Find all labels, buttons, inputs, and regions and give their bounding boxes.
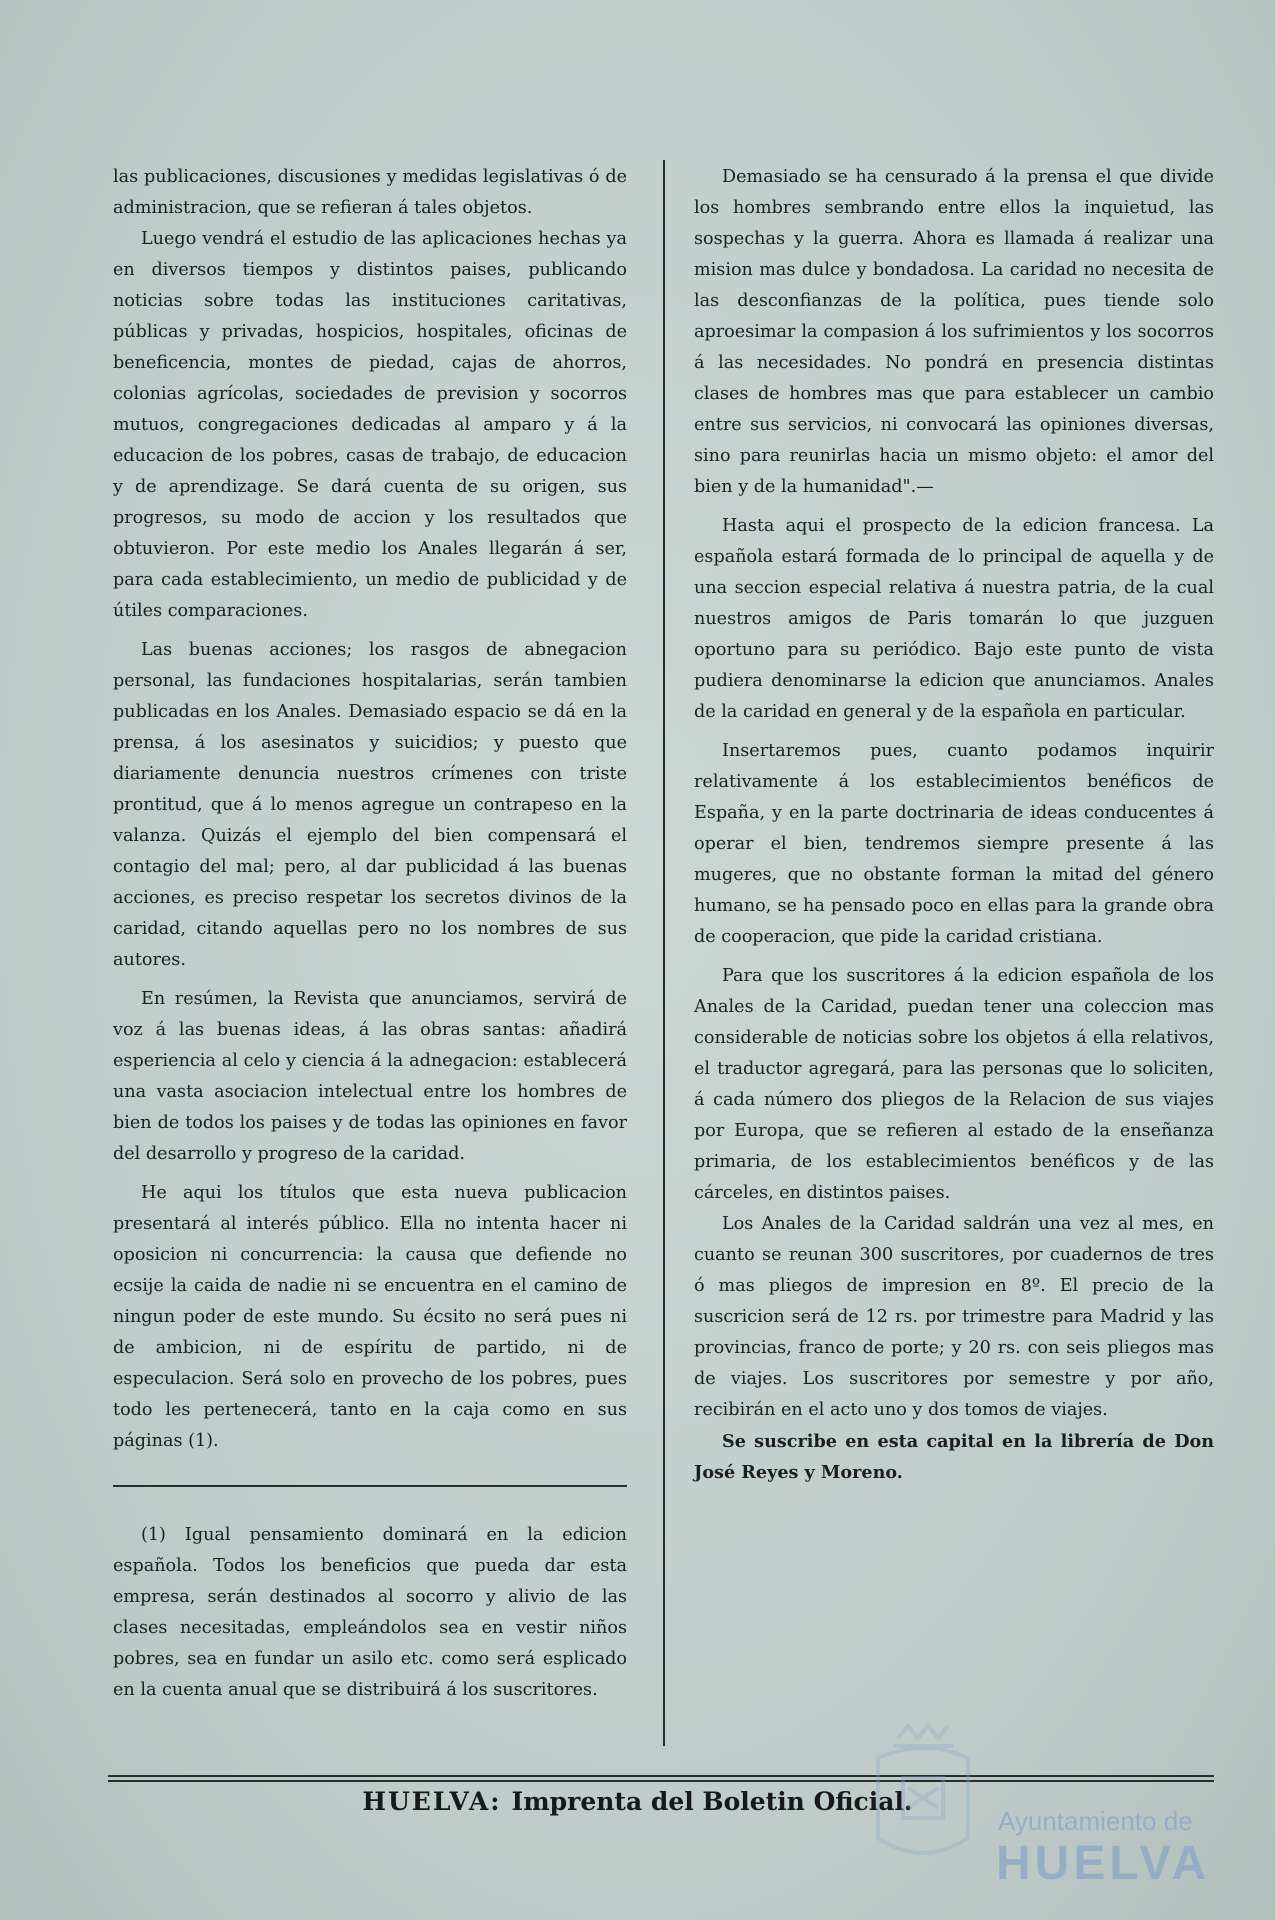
paragraph: Insertaremos pues, cuanto podamos inquirir relativamente á los establecimientos benéficos de España, y en la parte doctrinaria de ideas conducentes á operar el bien, tendremos siempre presente á las mugeres, que no obstante forman la mitad del género humano, se ha pensado poco en ellas para la grande obra de cooperacion, que pide la caridad cristiana. [694,741,1214,947]
imprint-place: HUELVA: [362,1787,502,1816]
paragraph: Hasta aqui el prospecto de la edicion francesa. La española estará formada de lo principal de aquella y de una seccion especial relativa á nuestra patria, de la cual nuestros amigos de Paris tomarán lo que juzguen oportuno para su periódico. Bajo este punto de vista pudiera denominarse la edicion que anunciamos. Anales de la caridad en general y de la española en particular. [694,516,1214,722]
imprint-text: Imprenta del Boletin Oficial. [511,1787,913,1816]
paragraph: Los Anales de la Caridad saldrán una vez al mes, en cuanto se reunan 300 suscritores, por cuadernos de tres ó mas pliegos de impresion en 8º. El precio de la suscricion será de 12 rs. por trimestre para Madrid y las provincias, franco de porte; y 20 rs. con seis pliegos mas de viajes. Los suscritores por semestre y por año, recibirán en el acto uno y dos tomos de viajes. [694,1214,1214,1420]
paragraph: Luego vendrá el estudio de las aplicaciones hechas ya en diversos tiempos y distintos paises, publicando noticias sobre todas las instituciones caritativas, públicas y privadas, hospicios, hospitales, oficinas de beneficencia, montes de piedad, cajas de ahorros, colonias agrícolas, sociedades de prevision y socorros mutuos, congregaciones dedicadas al amparo y á la educacion de los pobres, casas de trabajo, de educacion y de aprendizage. Se dará cuenta de su origen, sus progresos, su modo de accion y los resultados que obtuvieron. Por este medio los Anales llegarán á ser, para cada establecimiento, un medio de publicidad y de útiles comparaciones. [113,229,627,621]
paragraph: En resúmen, la Revista que anunciamos, servirá de voz á las buenas ideas, á las obras santas: añadirá esperiencia al celo y ciencia á la adnegacion: establecerá una vasta asociacion intelectual entre los hombres de bien de todos los paises y de todas las opiniones en favor del desarrollo y progreso de la caridad. [113,989,627,1164]
footnote-text: (1) Igual pensamiento dominará en la edicion española. Todos los beneficios que pueda dar esta empresa, serán destinados al socorro y alivio de las clases necesitadas, empleándolos sea en vestir niños pobres, sea en fundar un asilo etc. como será esplicado en la cuenta anual que se distribuirá á los suscritores. [113,1525,627,1700]
footnote [113,1520,627,1706]
paragraph: Demasiado se ha censurado á la prensa el que divide los hombres sembrando entre ellos la inquietud, las sospechas y la guerra. Ahora es llamada á realizar una mision mas dulce y bondadosa. La caridad no necesita de las desconfianzas de la política, pues tiende solo aproesimar la compasion á los sufrimientos y los socorros á las necesidades. No pondrá en presencia distintas clases de hombres mas que para establecer un cambio entre sus servicios, ni convocará las opiniones diversas, sino para reunirlas hacia un mismo objeto: el amor del bien y de la humanidad".— [694,167,1214,497]
footnote-divider [113,1485,627,1487]
watermark-text-line1: Ayuntamiento de [998,1806,1193,1836]
paragraph: Para que los suscritores á la edicion española de los Anales de la Caridad, puedan tener una coleccion mas considerable de noticias sobre los objetos á ella relativos, el traductor agregará, para las personas que lo soliciten, á cada número dos pliegos de la Relacion de sus viajes por Europa, que se refieren al estado de la enseñanza primaria, de los establecimientos benéficos y de las cárceles, en distintos paises. [694,966,1214,1203]
right-column [694,162,1214,1488]
paragraph: He aqui los títulos que esta nueva publicacion presentará al interés público. Ella no intenta hacer ni oposicion ni concurrencia: la causa que defiende no ecsije la caida de nadie ni se encuentra en el camino de ningun poder de este mundo. Su écsito no será pues ni de ambicion, ni de espíritu de partido, ni de especulacion. Será solo en provecho de los pobres, pues todo les pertenecerá, tanto en la caja como en sus páginas (1). [113,1183,627,1451]
column-divider [663,160,665,1746]
paragraph: Se suscribe en esta capital en la librería de Don José Reyes y Moreno. [694,1431,1214,1483]
paragraph: Las buenas acciones; los rasgos de abnegacion personal, las fundaciones hospitalarias, serán tambien publicadas en los Anales. Demasiado espacio se dá en la prensa, á los asesinatos y suicidios; y puesto que diariamente denuncia nuestros crímenes con triste prontitud, que á lo menos agregue un contrapeso en la valanza. Quizás el ejemplo del bien compensará el contagio del mal; pero, al dar publicidad á las buenas acciones, es preciso respetar los secretos divinos de la caridad, citando aquellas pero no los nombres de sus autores. [113,640,627,970]
watermark-text-line2: HUELVA [996,1837,1211,1890]
left-column [113,162,627,1457]
paragraph: las publicaciones, discusiones y medidas legislativas ó de administracion, que se refieran á tales objetos. [113,167,627,218]
